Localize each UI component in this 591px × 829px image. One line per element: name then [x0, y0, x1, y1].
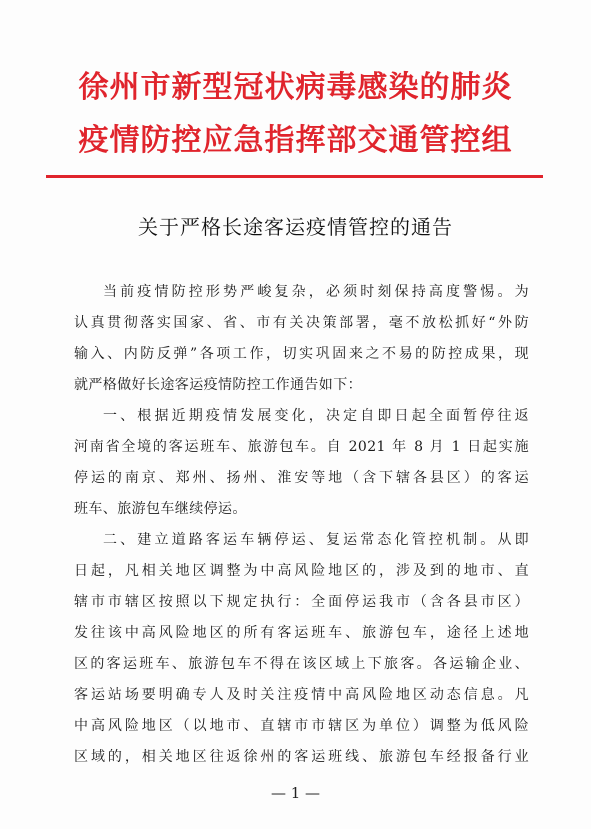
issuing-office-header-line1: 徐州市新型冠状病毒感染的肺炎 [78, 70, 513, 105]
paragraph-line: 客运站场要明确专人及时关注疫情中高风险地区动态信息。凡 [74, 687, 529, 703]
paragraph-line: 一、根据近期疫情发展变化，决定自即日起全面暂停往返 [103, 408, 529, 424]
paragraph-line: 就严格做好长途客运疫情防控工作通告如下： [74, 377, 362, 393]
notice-body [74, 277, 529, 773]
paragraph-line: 停运的南京、郑州、扬州、淮安等地（含下辖各县区）的客运 [74, 470, 529, 486]
paragraph-line: 区域的，相关地区往返徐州的客运班线、旅游包车经报备行业 [74, 749, 529, 765]
paragraph-line: 中高风险地区（以地市、直辖市市辖区为单位）调整为低风险 [74, 718, 529, 734]
paragraph-line: 认真贯彻落实国家、省、市有关决策部署，毫不放松抓好“外防 [74, 315, 529, 331]
red-separator-rule [46, 175, 543, 178]
paragraph-line: 河南省全境的客运班车、旅游包车。自 2021 年 8 月 1 日起实施 [74, 439, 529, 455]
paragraph-line: 当前疫情防控形势严峻复杂，必须时刻保持高度警惕。为 [103, 284, 529, 300]
paragraph-line: 日起，凡相关地区调整为中高风险地区的，涉及到的地市、直 [74, 563, 529, 579]
issuing-office-header-line2: 疫情防控应急指挥部交通管控组 [78, 123, 513, 158]
paragraph-line: 输入、内防反弹”各项工作，切实巩固来之不易的防控成果，现 [74, 346, 529, 362]
paragraph-line: 区的客运班车、旅游包车不得在该区域上下旅客。各运输企业、 [74, 656, 529, 672]
page-number: — 1 — [270, 784, 321, 802]
notice-title: 关于严格长途客运疫情管控的通告 [138, 215, 453, 239]
paragraph-line: 发往该中高风险地区的所有客运班车、旅游包车，途径上述地 [74, 625, 529, 641]
paragraph-line: 辖市市辖区按照以下规定执行：全面停运我市（含各县市区） [74, 594, 529, 610]
paragraph-line: 二、建立道路客运车辆停运、复运常态化管控机制。从即 [103, 532, 529, 548]
paragraph-line: 班车、旅游包车继续停运。 [74, 501, 247, 517]
